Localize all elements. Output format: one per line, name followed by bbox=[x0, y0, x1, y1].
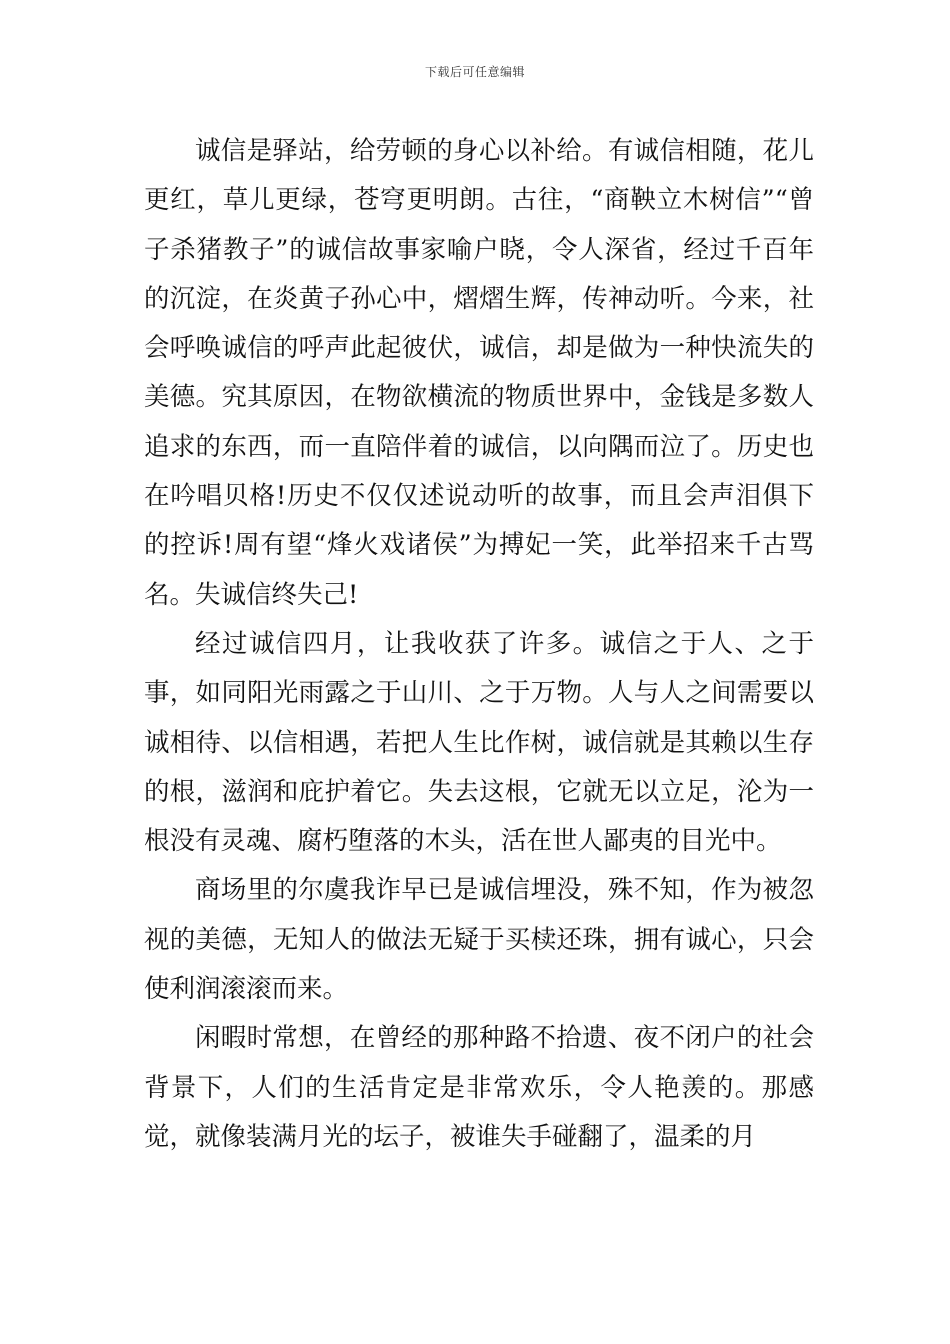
paragraph: 经过诚信四月，让我收获了许多。诚信之于人、之于事，如同阳光雨露之于山川、之于万物。人与人之间需要以诚相待、以信相遇，若把人生比作树，诚信就是其赖以生存的根，滋润和庇护着它。失去这根，它就无以立足，沦为一根没有灵魂、腐朽堕落的木头，活在世人鄙夷的目光中。 bbox=[144, 628, 814, 857]
page-header: 下载后可任意编辑 bbox=[424, 65, 525, 79]
paragraph: 诚信是驿站，给劳顿的身心以补给。有诚信相随，花儿更红，草儿更绿，苍穹更明朗。古往，“商鞅立木树信”“曾子杀猪教子”的诚信故事家喻户晓，令人深省，经过千百年的沉淀，在炎黄子孙心中，熠熠生辉，传神动听。今来，社会呼唤诚信的呼声此起彼伏，诚信，却是做为一种快流失的美德。究其原因，在物欲横流的物质世界中，金钱是多数人追求的东西，而一直陪伴着的诚信，以向隅而泣了。历史也在吟唱贝格!历史不仅仅述说动听的故事，而且会声泪俱下的控诉!周有望“烽火戏诸侯”为搏妃一笑，此举招来千古骂名。失诚信终失己! bbox=[144, 136, 814, 610]
paragraph: 商场里的尔虞我诈早已是诚信埋没，殊不知，作为被忽视的美德，无知人的做法无疑于买椟还珠，拥有诚心，只会使利润滚滚而来。 bbox=[144, 875, 814, 1005]
paragraph: 闲暇时常想，在曾经的那种路不拾遗、夜不闭户的社会背景下，人们的生活肯定是非常欢乐，令人艳羡的。那感觉，就像装满月光的坛子，被谁失手碰翻了，温柔的月 bbox=[144, 1023, 814, 1152]
document-body bbox=[144, 127, 814, 1162]
